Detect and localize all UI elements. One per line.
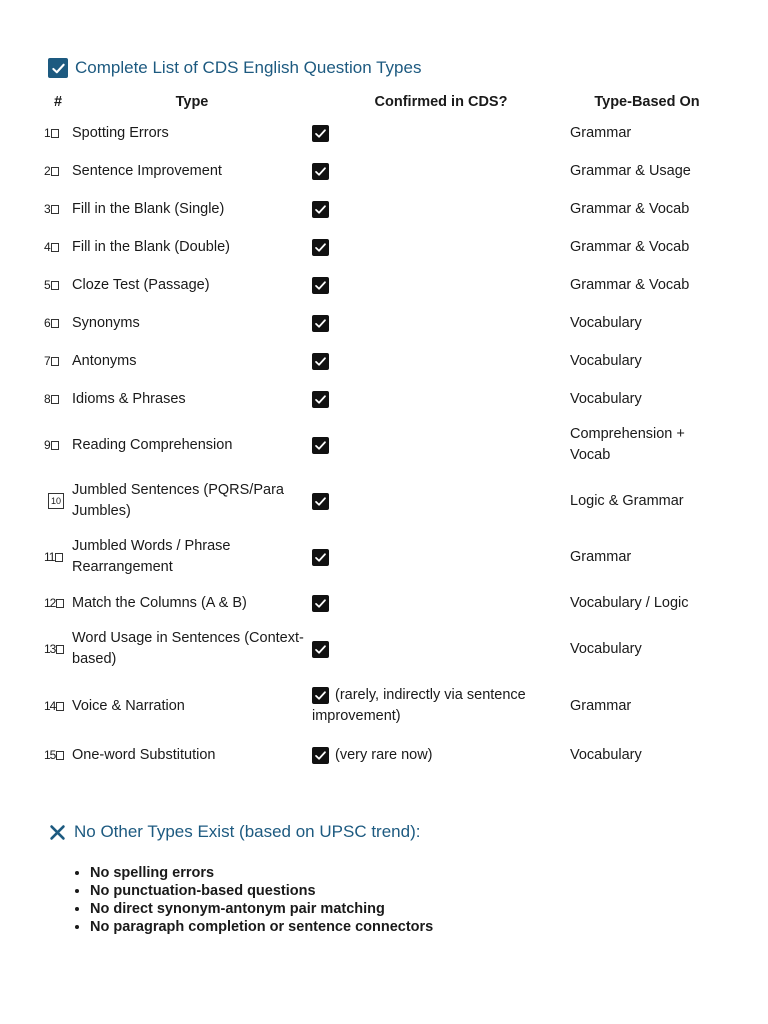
row-confirmed [312,161,570,182]
section-title: No Other Types Exist (based on UPSC trend): [74,822,421,841]
row-confirmed [312,685,570,727]
row-confirmed [312,491,570,512]
row-type: Antonyms [72,352,137,369]
table-row [44,266,724,304]
row-number: 7 [44,351,72,372]
header-based-on: Type-Based On [594,94,700,110]
table-row [44,114,724,152]
keycap-box-icon [51,281,59,290]
check-mark-icon [312,493,329,510]
row-confirmed [312,199,570,220]
row-type: Jumbled Sentences (PQRS/Para Jumbles) [72,482,284,519]
table-row [44,304,724,342]
keycap-box-icon [51,319,59,328]
section-heading-no-other-types [48,822,420,842]
row-number: 6 [44,313,72,334]
keycap-box-icon [56,599,64,608]
section-heading-question-types [48,58,421,78]
row-type: Match the Columns (A & B) [72,594,247,611]
row-based-on: Vocabulary [570,640,642,657]
table-body [44,114,724,774]
check-mark-icon [312,549,329,566]
row-based-on: Vocabulary [570,390,642,407]
row-type: Reading Comprehension [72,436,233,453]
keycap-box-icon [56,751,64,760]
check-mark-icon [312,277,329,294]
table-row [44,190,724,228]
keycap-box-icon [56,645,64,654]
check-mark-icon [312,391,329,408]
confirmation-note: (very rare now) [335,746,433,763]
check-mark-icon [312,687,329,704]
row-number: 3 [44,199,72,220]
table-row [44,380,724,418]
row-confirmed [312,351,570,372]
check-mark-icon [312,125,329,142]
keycap-box-icon [51,167,59,176]
table-row [44,736,724,774]
row-based-on: Grammar & Vocab [570,238,690,255]
check-mark-icon [312,201,329,218]
row-based-on: Vocabulary [570,314,642,331]
list-item: • No direct synonym-antonym pair matching [90,900,433,918]
row-number: 2 [44,161,72,182]
row-number: 13 [44,639,72,660]
row-based-on: Logic & Grammar [570,492,684,509]
row-number: 8 [44,389,72,410]
check-mark-icon [312,595,329,612]
check-mark-icon [312,437,329,454]
row-type: Jumbled Words / Phrase Rearrangement [72,538,231,575]
check-mark-icon [312,353,329,370]
keycap-box-icon [56,702,64,711]
keycap-box-icon [51,395,59,404]
row-based-on: Grammar & Vocab [570,276,690,293]
checkbox-checked-icon [48,58,68,78]
keycap-box-icon [55,553,63,562]
exclusions-list [68,864,433,936]
row-type: Sentence Improvement [72,162,222,179]
row-confirmed [312,435,570,456]
x-mark-icon [48,823,67,842]
row-based-on: Grammar [570,124,632,141]
check-mark-icon [312,641,329,658]
table-row [44,622,724,676]
section-title: Complete List of CDS English Question Types [75,58,422,77]
row-type: Fill in the Blank (Single) [72,200,225,217]
keycap-box-icon [51,243,59,252]
row-number: 14 [44,696,72,717]
row-number: 12 [44,593,72,614]
row-number: 9 [44,435,72,456]
row-type: Idioms & Phrases [72,390,186,407]
row-type: Cloze Test (Passage) [72,276,210,293]
row-based-on: Grammar [570,548,632,565]
question-types-table [44,90,724,774]
row-based-on: Comprehension + Vocab [570,426,685,463]
keycap-box-icon [51,205,59,214]
row-number: 5 [44,275,72,296]
header-type: Type [175,94,209,110]
row-type: Voice & Narration [72,697,185,714]
table-row [44,152,724,190]
row-number: 1 [44,123,72,144]
row-based-on: Vocabulary [570,746,642,763]
row-confirmed [312,593,570,614]
row-number: 10 [44,493,72,509]
check-mark-icon [312,163,329,180]
row-based-on: Vocabulary [570,352,642,369]
list-item: • No spelling errors [90,864,433,882]
table-row [44,584,724,622]
row-confirmed [312,275,570,296]
row-type: Spotting Errors [72,124,169,141]
row-number: 15 [44,745,72,766]
check-mark-icon [312,747,329,764]
table-row [44,228,724,266]
row-type: Fill in the Blank (Double) [72,238,230,255]
row-confirmed [312,745,570,766]
row-type: Word Usage in Sentences (Context-based) [72,630,304,667]
keycap-box-icon [51,441,59,450]
check-mark-icon [312,239,329,256]
row-type: Synonyms [72,314,140,331]
row-number: 11 [44,547,72,568]
keycap-box-icon [51,129,59,138]
row-based-on: Grammar & Vocab [570,200,690,217]
row-confirmed [312,313,570,334]
list-item: • No paragraph completion or sentence connectors [90,918,433,936]
table-row [44,676,724,736]
row-confirmed [312,237,570,258]
table-row [44,530,724,584]
row-confirmed [312,639,570,660]
row-based-on: Grammar [570,697,632,714]
row-confirmed [312,547,570,568]
row-based-on: Grammar & Usage [570,162,691,179]
row-confirmed [312,123,570,144]
list-item: • No punctuation-based questions [90,882,433,900]
header-num: # [53,94,63,110]
table-row [44,472,724,530]
check-mark-icon [312,315,329,332]
row-number: 4 [44,237,72,258]
table-row [44,418,724,472]
header-confirmed: Confirmed in CDS? [374,94,508,110]
keycap-box-icon [51,357,59,366]
row-based-on: Vocabulary / Logic [570,594,689,611]
confirmation-note: (rarely, indirectly via sentence improvement) [312,687,526,724]
row-confirmed [312,389,570,410]
table-row [44,342,724,380]
table-header [44,90,724,114]
row-type: One-word Substitution [72,746,216,763]
